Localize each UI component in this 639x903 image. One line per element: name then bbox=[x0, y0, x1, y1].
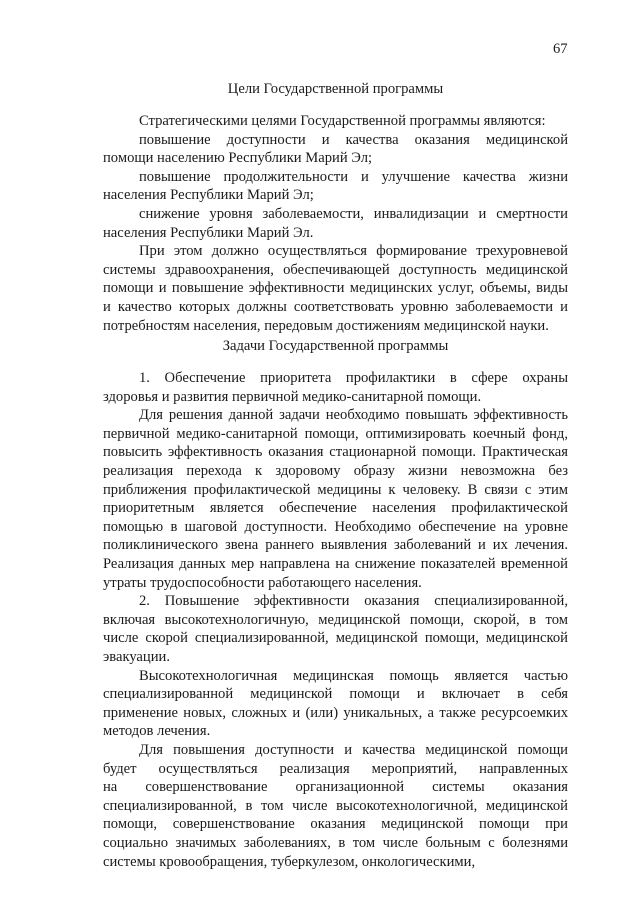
text-line: включая высокотехнологичную, медицинской помощи, скорой, в том bbox=[103, 611, 568, 628]
text-line: числе скорой специализированной, медицинской помощи, медицинской bbox=[103, 630, 568, 647]
text-line: и качество которых должны соответствовать уровню заболеваемости и bbox=[103, 298, 568, 315]
paragraph bbox=[103, 242, 568, 335]
text-line: Реализация данных мер направлена на снижение показателей временной bbox=[103, 555, 568, 572]
paragraph bbox=[103, 741, 568, 871]
text-line: 1. Обеспечение приоритета профилактики в сфере охраны bbox=[139, 370, 568, 386]
text-line: населения Республики Марий Эл; bbox=[103, 187, 314, 204]
paragraph bbox=[103, 592, 568, 666]
text-line: Высокотехнологичная медицинская помощь является частью bbox=[139, 667, 568, 684]
text-line: применение новых, сложных и (или) уникальных, а также ресурсоемких bbox=[103, 704, 568, 721]
text-line: будет осуществляться реализация мероприятий, направленных bbox=[103, 760, 568, 777]
text-line: помощи и повышение эффективности медицинских услуг, объемы, виды bbox=[103, 280, 568, 297]
text-line: потребностям населения, передовым достижениям медицинской науки. bbox=[103, 317, 549, 334]
text-line: на совершенствование организационной системы оказания bbox=[103, 779, 568, 796]
text-line: приближения профилактической медицины к человеку. В связи с этим bbox=[103, 481, 568, 498]
text-line: помощью в шаговой доступности. Необходимо обеспечение на уровне bbox=[103, 518, 568, 535]
paragraph bbox=[103, 205, 568, 242]
text-line: помощи населению Республики Марий Эл; bbox=[103, 150, 373, 167]
text-line: повышение доступности и качества оказания медицинской bbox=[139, 131, 568, 148]
text-line: первичной медико-санитарной помощи, оптимизировать коечный фонд, bbox=[103, 425, 568, 442]
text-line: системы здравоохранения, обеспечивающей доступность медицинской bbox=[103, 261, 568, 278]
text-line: Стратегическими целями Государственной программы являются: bbox=[139, 113, 546, 129]
text-line: Для повышения доступности и качества медицинской помощи bbox=[139, 742, 568, 758]
text-line: социально значимых заболеваниях, в том числе больным с болезнями bbox=[103, 834, 568, 851]
text-line: Для решения данной задачи необходимо повышать эффективность bbox=[139, 407, 568, 424]
text-line: повышение продолжительности и улучшение качества жизни bbox=[139, 168, 568, 185]
text-line: 2. Повышение эффективности оказания специализированной, bbox=[139, 593, 568, 610]
text-line: здоровья и развития первичной медико-санитарной помощи. bbox=[103, 388, 482, 405]
paragraph bbox=[103, 406, 568, 592]
section-title-tasks: Задачи Государственной программы bbox=[222, 338, 449, 354]
text-line: реализация перехода к здоровому образу жизни невозможна без bbox=[103, 462, 568, 479]
text-line: методов лечения. bbox=[103, 723, 211, 740]
text-line: специализированной медицинской помощи и включает в себя bbox=[103, 686, 568, 703]
text-line: При этом должно осуществляться формирование трехуровневой bbox=[139, 243, 568, 260]
text-line: утраты трудоспособности работающего населения. bbox=[103, 574, 422, 591]
paragraph bbox=[103, 168, 568, 205]
paragraph bbox=[103, 131, 568, 168]
text-line: помощи, совершенствование оказания медицинской помощи при bbox=[103, 816, 568, 833]
text-line: поликлинического звена раннего выявления заболеваний и их лечения. bbox=[103, 537, 568, 554]
section-title-goals: Цели Государственной программы bbox=[227, 81, 444, 97]
text-line: снижение уровня заболеваемости, инвалидизации и смертности bbox=[139, 206, 568, 222]
paragraph bbox=[103, 369, 568, 406]
text-line: специализированной, в том числе высокотехнологичной, медицинской bbox=[103, 797, 568, 814]
paragraph bbox=[103, 667, 568, 741]
text-line: эвакуации. bbox=[103, 648, 170, 665]
text-line: системы кровообращения, туберкулезом, онкологическими, bbox=[103, 853, 476, 870]
page-number: 67 bbox=[553, 41, 568, 57]
text-line: населения Республики Марий Эл. bbox=[103, 224, 314, 241]
paragraph bbox=[103, 112, 568, 131]
text-line: приоритетным является обеспечение населения профилактической bbox=[103, 500, 568, 517]
text-line: повысить эффективность оказания стационарной помощи. Практическая bbox=[103, 444, 568, 461]
